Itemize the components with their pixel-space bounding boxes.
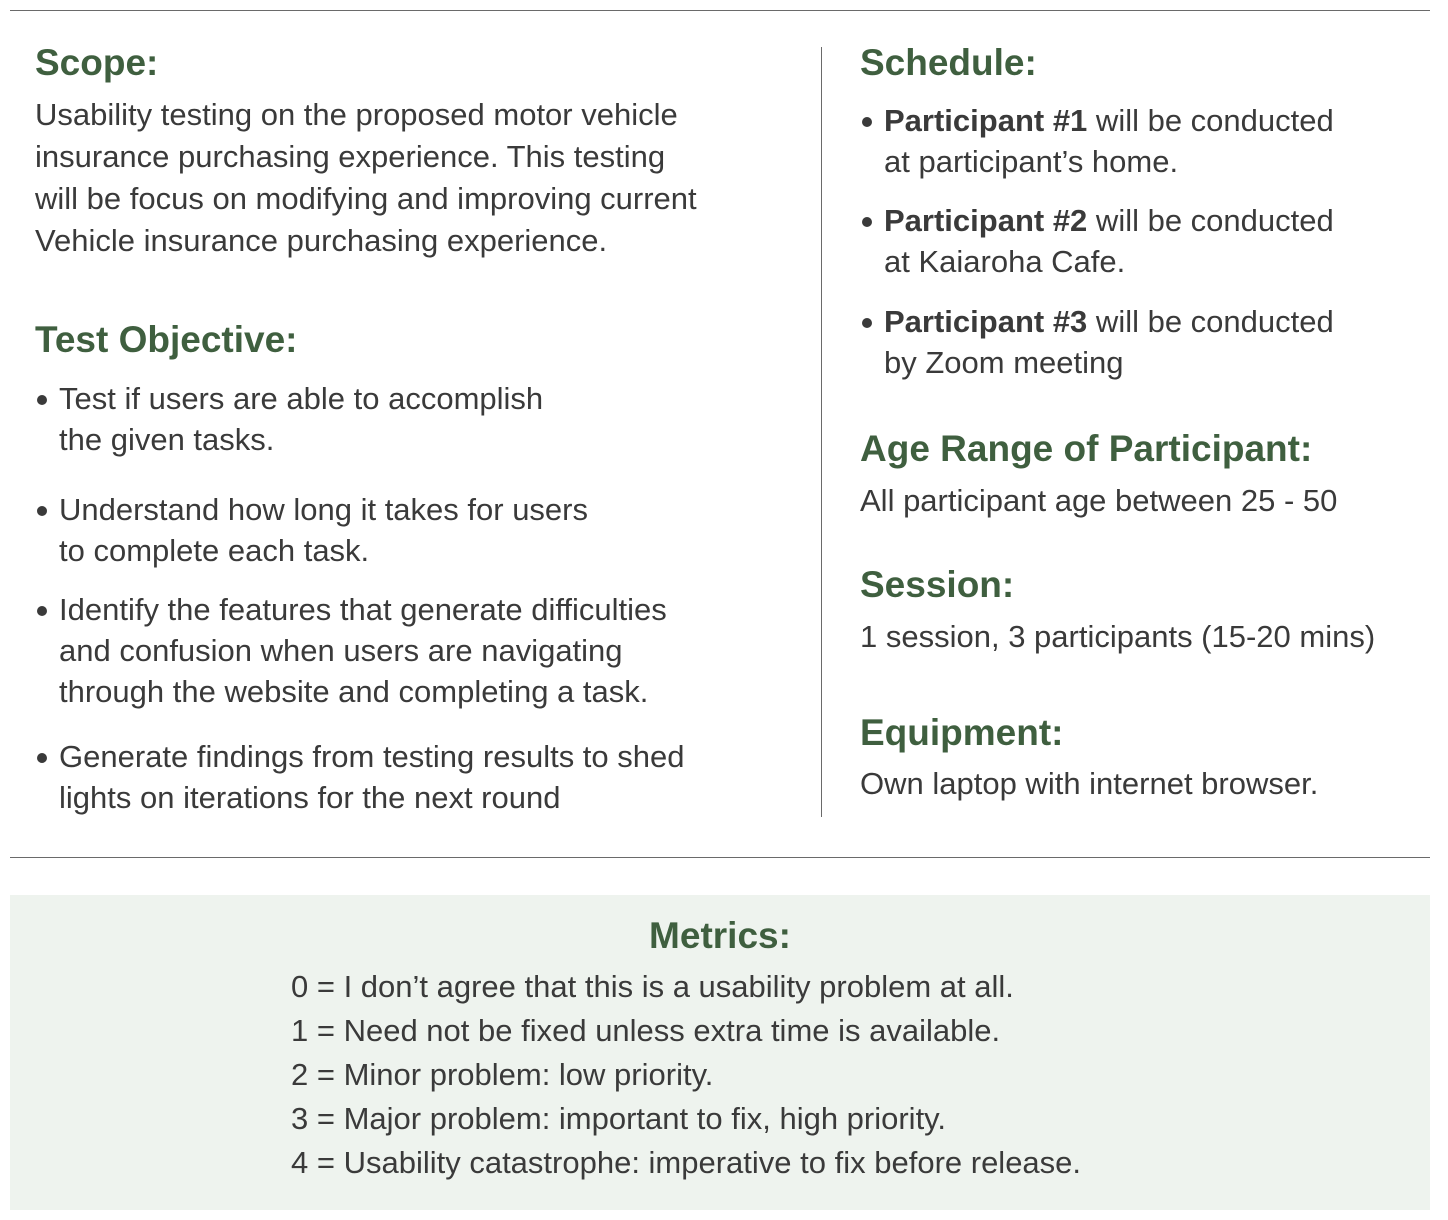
metric-item: 3 = Major problem: important to fix, high priority.: [291, 1101, 946, 1136]
objective-line: Generate findings from testing results to shed: [59, 739, 685, 774]
participant-label: Participant #3: [884, 304, 1088, 339]
objective-item: [35, 489, 588, 571]
schedule-item: [860, 200, 1334, 282]
objective-item: [35, 378, 543, 460]
top-divider: [10, 10, 1430, 11]
scope-line: insurance purchasing experience. This testing: [35, 139, 666, 174]
objective-line: lights on iterations for the next round: [59, 780, 561, 815]
metrics-panel: [10, 895, 1430, 1210]
schedule-location: at Kaiaroha Cafe.: [884, 244, 1126, 279]
scope-text: [35, 94, 697, 262]
session-heading: Session:: [860, 564, 1015, 605]
schedule-item: [860, 100, 1334, 182]
session-text: 1 session, 3 participants (15-20 mins): [860, 619, 1376, 654]
schedule-location: by Zoom meeting: [884, 345, 1124, 380]
schedule-location: at participant’s home.: [884, 144, 1179, 179]
objective-line: Identify the features that generate difficulties: [59, 592, 667, 627]
metric-item: 2 = Minor problem: low priority.: [291, 1057, 714, 1092]
objective-line: the given tasks.: [59, 422, 275, 457]
section-divider: [10, 857, 1430, 858]
column-divider: [821, 47, 822, 817]
participant-label: Participant #1: [884, 103, 1088, 138]
scope-line: Usability testing on the proposed motor vehicle: [35, 97, 678, 132]
age-range-heading: Age Range of Participant:: [860, 428, 1313, 469]
participant-label: Participant #2: [884, 203, 1088, 238]
schedule-text: will be conducted: [1087, 203, 1334, 238]
objective-line: through the website and completing a task.: [59, 674, 649, 709]
schedule-text: will be conducted: [1087, 304, 1334, 339]
objective-line: Understand how long it takes for users: [59, 492, 588, 527]
metric-item: 1 = Need not be fixed unless extra time is available.: [291, 1013, 1001, 1048]
objective-item: [35, 589, 667, 712]
schedule-item: [860, 301, 1334, 383]
scope-line: will be focus on modifying and improving current: [35, 181, 697, 216]
objective-item: [35, 736, 685, 818]
test-objective-heading: Test Objective:: [35, 319, 298, 360]
schedule-text: will be conducted: [1087, 103, 1334, 138]
equipment-text: Own laptop with internet browser.: [860, 766, 1319, 801]
schedule-heading: Schedule:: [860, 42, 1037, 83]
objective-line: and confusion when users are navigating: [59, 633, 623, 668]
metric-item: 4 = Usability catastrophe: imperative to fix before release.: [291, 1145, 1082, 1180]
metrics-heading: Metrics:: [649, 915, 791, 956]
scope-heading: Scope:: [35, 42, 159, 83]
age-range-text: All participant age between 25 - 50: [860, 483, 1338, 518]
equipment-heading: Equipment:: [860, 712, 1064, 753]
metrics-list: [291, 965, 1081, 1185]
scope-line: Vehicle insurance purchasing experience.: [35, 223, 608, 258]
objective-line: Test if users are able to accomplish: [59, 381, 544, 416]
objective-line: to complete each task.: [59, 533, 370, 568]
metric-item: 0 = I don’t agree that this is a usability problem at all.: [291, 969, 1014, 1004]
